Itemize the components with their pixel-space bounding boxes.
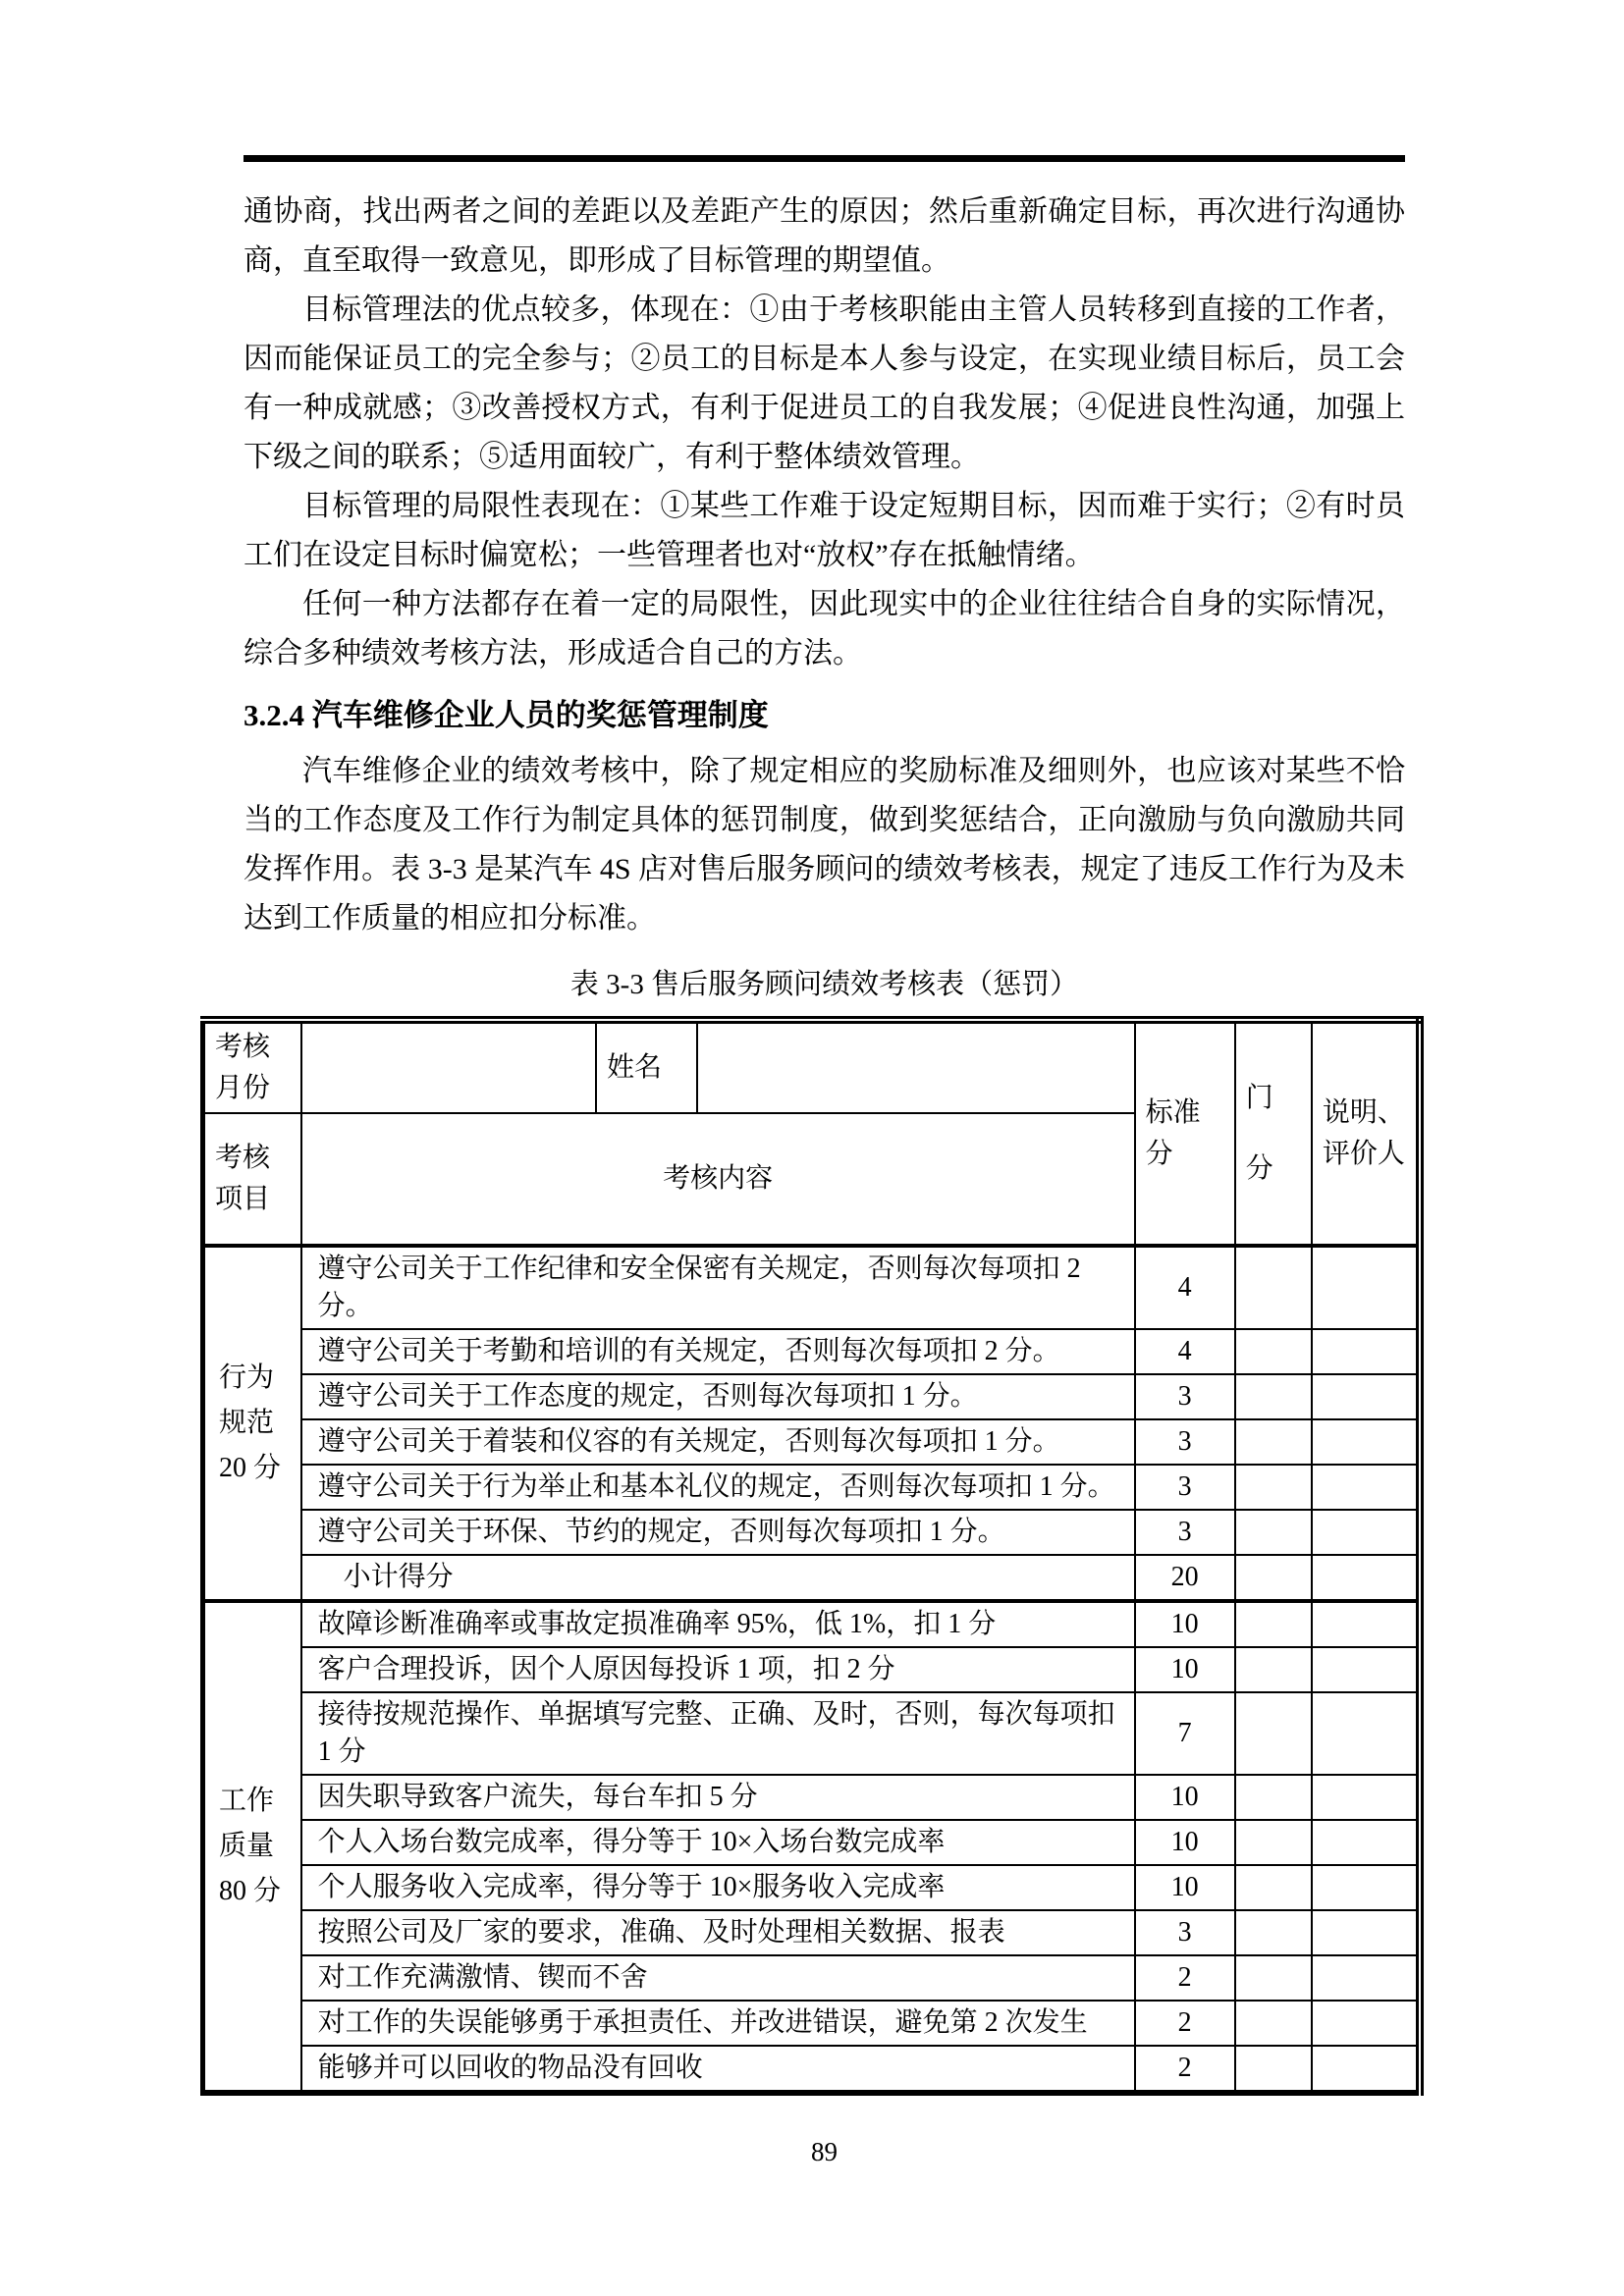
- table-row: [203, 1465, 1421, 1510]
- standard-score-cell: 10: [1135, 1865, 1235, 1910]
- score-cell: [1235, 1510, 1312, 1555]
- table-row: [203, 1910, 1421, 1955]
- criterion-cell: 客户合理投诉，因个人原因每投诉 1 项，扣 2 分: [301, 1647, 1135, 1692]
- table-row: [203, 1647, 1421, 1692]
- remark-cell: [1312, 1374, 1420, 1419]
- standard-score-cell: 3: [1135, 1510, 1235, 1555]
- assessment-table: [200, 1016, 1424, 2096]
- paragraph-2: 目标管理法的优点较多，体现在：①由于考核职能由主管人员转移到直接的工作者，因而能保证员工的完全参与；②员工的目标是本人参与设定，在实现业绩目标后，员工会有一种成就感；③改善授权方式，有利于促进员工的自我发展；④促进良性沟通，加强上下级之间的联系；⑤适用面较广，有利于整体绩效管理。: [244, 294, 1405, 473]
- criterion-cell: 遵守公司关于环保、节约的规定，否则每次每项扣 1 分。: [301, 1510, 1135, 1555]
- standard-score-cell: 20: [1135, 1555, 1235, 1601]
- header-content-label: 考核内容: [301, 1113, 1135, 1246]
- score-cell: [1235, 1692, 1312, 1775]
- standard-score-cell: 10: [1135, 1775, 1235, 1820]
- table-row: [203, 1374, 1421, 1419]
- table-caption: 表 3-3 售后服务顾问绩效考核表（惩罚）: [569, 969, 1079, 1000]
- page-number: 89: [811, 2137, 838, 2166]
- standard-score-cell: 4: [1135, 1329, 1235, 1374]
- criterion-cell: 按照公司及厂家的要求，准确、及时处理相关数据、报表: [301, 1910, 1135, 1955]
- standard-score-cell: 3: [1135, 1374, 1235, 1419]
- table-row: [203, 2001, 1421, 2046]
- remark-cell: [1312, 2046, 1420, 2093]
- score-cell: [1235, 1246, 1312, 1329]
- table-row: [203, 2046, 1421, 2093]
- score-cell: [1235, 1465, 1312, 1510]
- criterion-cell: 因失职导致客户流失，每台车扣 5 分: [301, 1775, 1135, 1820]
- score-cell: [1235, 1647, 1312, 1692]
- criterion-cell: 个人入场台数完成率，得分等于 10×入场台数完成率: [301, 1820, 1135, 1865]
- table-row: [203, 1419, 1421, 1465]
- remark-cell: [1312, 1955, 1420, 2001]
- standard-score-cell: 2: [1135, 2001, 1235, 2046]
- score-cell: [1235, 1555, 1312, 1601]
- standard-score-cell: 10: [1135, 1820, 1235, 1865]
- paragraph-1: 通协商，找出两者之间的差距以及差距产生的原因；然后重新确定目标，再次进行沟通协商，直至取得一致意见，即形成了目标管理的期望值。: [244, 195, 1405, 277]
- standard-score-cell: 7: [1135, 1692, 1235, 1775]
- header-standard-score: 标准 分: [1135, 1020, 1235, 1246]
- group-label-quality: 工作 质量 80 分: [203, 1601, 301, 2093]
- score-cell: [1235, 1601, 1312, 1647]
- score-cell: [1235, 2046, 1312, 2093]
- standard-score-cell: 2: [1135, 1955, 1235, 2001]
- table-row: [203, 1775, 1421, 1820]
- criterion-cell: 个人服务收入完成率，得分等于 10×服务收入完成率: [301, 1865, 1135, 1910]
- remark-cell: [1312, 1775, 1420, 1820]
- remark-cell: [1312, 1510, 1420, 1555]
- criterion-cell: 遵守公司关于工作纪律和安全保密有关规定，否则每次每项扣 2 分。: [301, 1246, 1135, 1329]
- remark-cell: [1312, 1692, 1420, 1775]
- month-value-cell: [301, 1020, 596, 1113]
- score-cell: [1235, 1955, 1312, 2001]
- header-item-label: 考核 项目: [203, 1113, 301, 1246]
- criterion-cell: 遵守公司关于行为举止和基本礼仪的规定，否则每次每项扣 1 分。: [301, 1465, 1135, 1510]
- score-cell: [1235, 1865, 1312, 1910]
- name-value-cell: [697, 1020, 1135, 1113]
- criterion-cell: 对工作充满激情、锲而不舍: [301, 1955, 1135, 2001]
- criterion-cell: 接待按规范操作、单据填写完整、正确、及时，否则，每次每项扣 1 分: [301, 1692, 1135, 1775]
- standard-score-cell: 3: [1135, 1465, 1235, 1510]
- remark-cell: [1312, 2001, 1420, 2046]
- subtotal-label-cell: 小计得分: [301, 1555, 1135, 1601]
- header-name-label: 姓名: [596, 1020, 697, 1113]
- criterion-cell: 遵守公司关于着装和仪容的有关规定，否则每次每项扣 1 分。: [301, 1419, 1135, 1465]
- score-cell: [1235, 1374, 1312, 1419]
- criterion-cell: 对工作的失误能够勇于承担责任、并改进错误，避免第 2 次发生: [301, 2001, 1135, 2046]
- score-cell: [1235, 1910, 1312, 1955]
- table-row: [203, 1955, 1421, 2001]
- criterion-cell: 能够并可以回收的物品没有回收: [301, 2046, 1135, 2093]
- standard-score-cell: 4: [1135, 1246, 1235, 1329]
- score-cell: [1235, 1329, 1312, 1374]
- standard-score-cell: 3: [1135, 1910, 1235, 1955]
- paragraph-5: 汽车维修企业的绩效考核中，除了规定相应的奖励标准及细则外，也应该对某些不恰当的工作态度及工作行为制定具体的惩罚制度，做到奖惩结合，正向激励与负向激励共同发挥作用。表 3-3 是某汽车 4S 店对售后服务顾问的绩效考核表，规定了违反工作行为及未达到工作质量的相应扣分标准。: [244, 755, 1405, 934]
- section-heading: 3.2.4 汽车维修企业人员的奖惩管理制度: [244, 698, 769, 732]
- score-cell: [1235, 1419, 1312, 1465]
- header-month-label: 考核 月份: [203, 1020, 301, 1113]
- criterion-cell: 遵守公司关于工作态度的规定，否则每次每项扣 1 分。: [301, 1374, 1135, 1419]
- remark-cell: [1312, 1329, 1420, 1374]
- paragraph-3: 目标管理的局限性表现在：①某些工作难于设定短期目标，因而难于实行；②有时员工们在设定目标时偏宽松；一些管理者也对“放权”存在抵触情绪。: [244, 490, 1405, 571]
- header-score: 门 分: [1235, 1020, 1312, 1246]
- score-cell: [1235, 1775, 1312, 1820]
- criterion-cell: 遵守公司关于考勤和培训的有关规定，否则每次每项扣 2 分。: [301, 1329, 1135, 1374]
- remark-cell: [1312, 1910, 1420, 1955]
- table-row: [203, 1692, 1421, 1775]
- standard-score-cell: 10: [1135, 1647, 1235, 1692]
- score-cell: [1235, 1820, 1312, 1865]
- table-header-row-1: [203, 1020, 1421, 1113]
- score-cell: [1235, 2001, 1312, 2046]
- table-row: [203, 1865, 1421, 1910]
- standard-score-cell: 2: [1135, 2046, 1235, 2093]
- remark-cell: [1312, 1601, 1420, 1647]
- table-row: [203, 1246, 1421, 1329]
- header-rule: [244, 155, 1405, 162]
- table-row: [203, 1820, 1421, 1865]
- table-row: [203, 1329, 1421, 1374]
- remark-cell: [1312, 1865, 1420, 1910]
- table-row-subtotal: [203, 1555, 1421, 1601]
- remark-cell: [1312, 1419, 1420, 1465]
- remark-cell: [1312, 1647, 1420, 1692]
- standard-score-cell: 3: [1135, 1419, 1235, 1465]
- standard-score-cell: 10: [1135, 1601, 1235, 1647]
- table-row: [203, 1601, 1421, 1647]
- criterion-cell: 故障诊断准确率或事故定损准确率 95%，低 1%，扣 1 分: [301, 1601, 1135, 1647]
- group-label-behavior: 行为 规范 20 分: [203, 1246, 301, 1601]
- remark-cell: [1312, 1246, 1420, 1329]
- remark-cell: [1312, 1465, 1420, 1510]
- remark-cell: [1312, 1820, 1420, 1865]
- table-row: [203, 1510, 1421, 1555]
- remark-cell: [1312, 1555, 1420, 1601]
- header-remark: 说明、 评价人: [1312, 1020, 1420, 1246]
- paragraph-4: 任何一种方法都存在着一定的局限性，因此现实中的企业往往结合自身的实际情况，综合多种绩效考核方法，形成适合自己的方法。: [244, 588, 1405, 669]
